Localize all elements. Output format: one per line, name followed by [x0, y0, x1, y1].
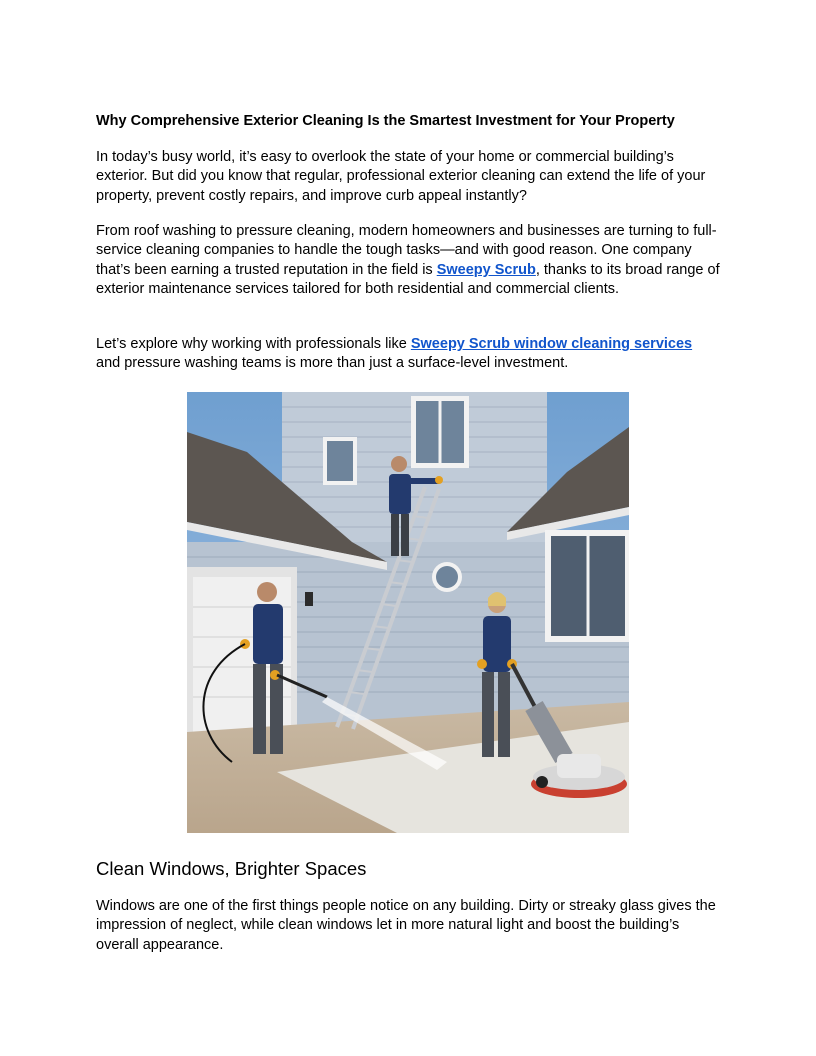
intro-paragraph: In today’s busy world, it’s easy to overlook the state of your home or commercial building’s exterior. But did you know that regular, professional exterior cleaning can extend the life of your property, prevent costly repairs, and improve curb appeal instantly?	[96, 149, 706, 204]
paragraph-companies	[96, 222, 720, 300]
paragraph-text: Let’s explore why working with professionals like	[96, 336, 411, 352]
house-cleaning-photo	[187, 392, 629, 833]
window-cleaning-services-link[interactable]: Sweepy Scrub window cleaning services	[410, 336, 693, 352]
sweepy-scrub-link[interactable]: Sweepy Scrub	[436, 261, 536, 278]
paragraph-text: , thanks to its broad range of exterior maintenance services tailored for both residential and commercial clients.	[96, 261, 720, 298]
paragraph-text: From roof washing to pressure cleaning, modern homeowners and businesses are turning to full-service cleaning companies to handle the tough tasks—and with good reason. One company that’s been earning a trusted reputation in the field is	[96, 223, 717, 278]
paragraph-text: and pressure washing teams is more than just a surface-level investment.	[96, 355, 569, 372]
section-heading: Clean Windows, Brighter Spaces	[96, 858, 367, 879]
paragraph-explore	[96, 335, 720, 374]
paragraph-windows: Windows are one of the first things people notice on any building. Dirty or streaky glass gives the impression of neglect, while clean windows let in more natural light and boost the building’s overall appearance.	[96, 898, 716, 953]
document-title: Why Comprehensive Exterior Cleaning Is the Smartest Investment for Your Property	[96, 113, 675, 129]
